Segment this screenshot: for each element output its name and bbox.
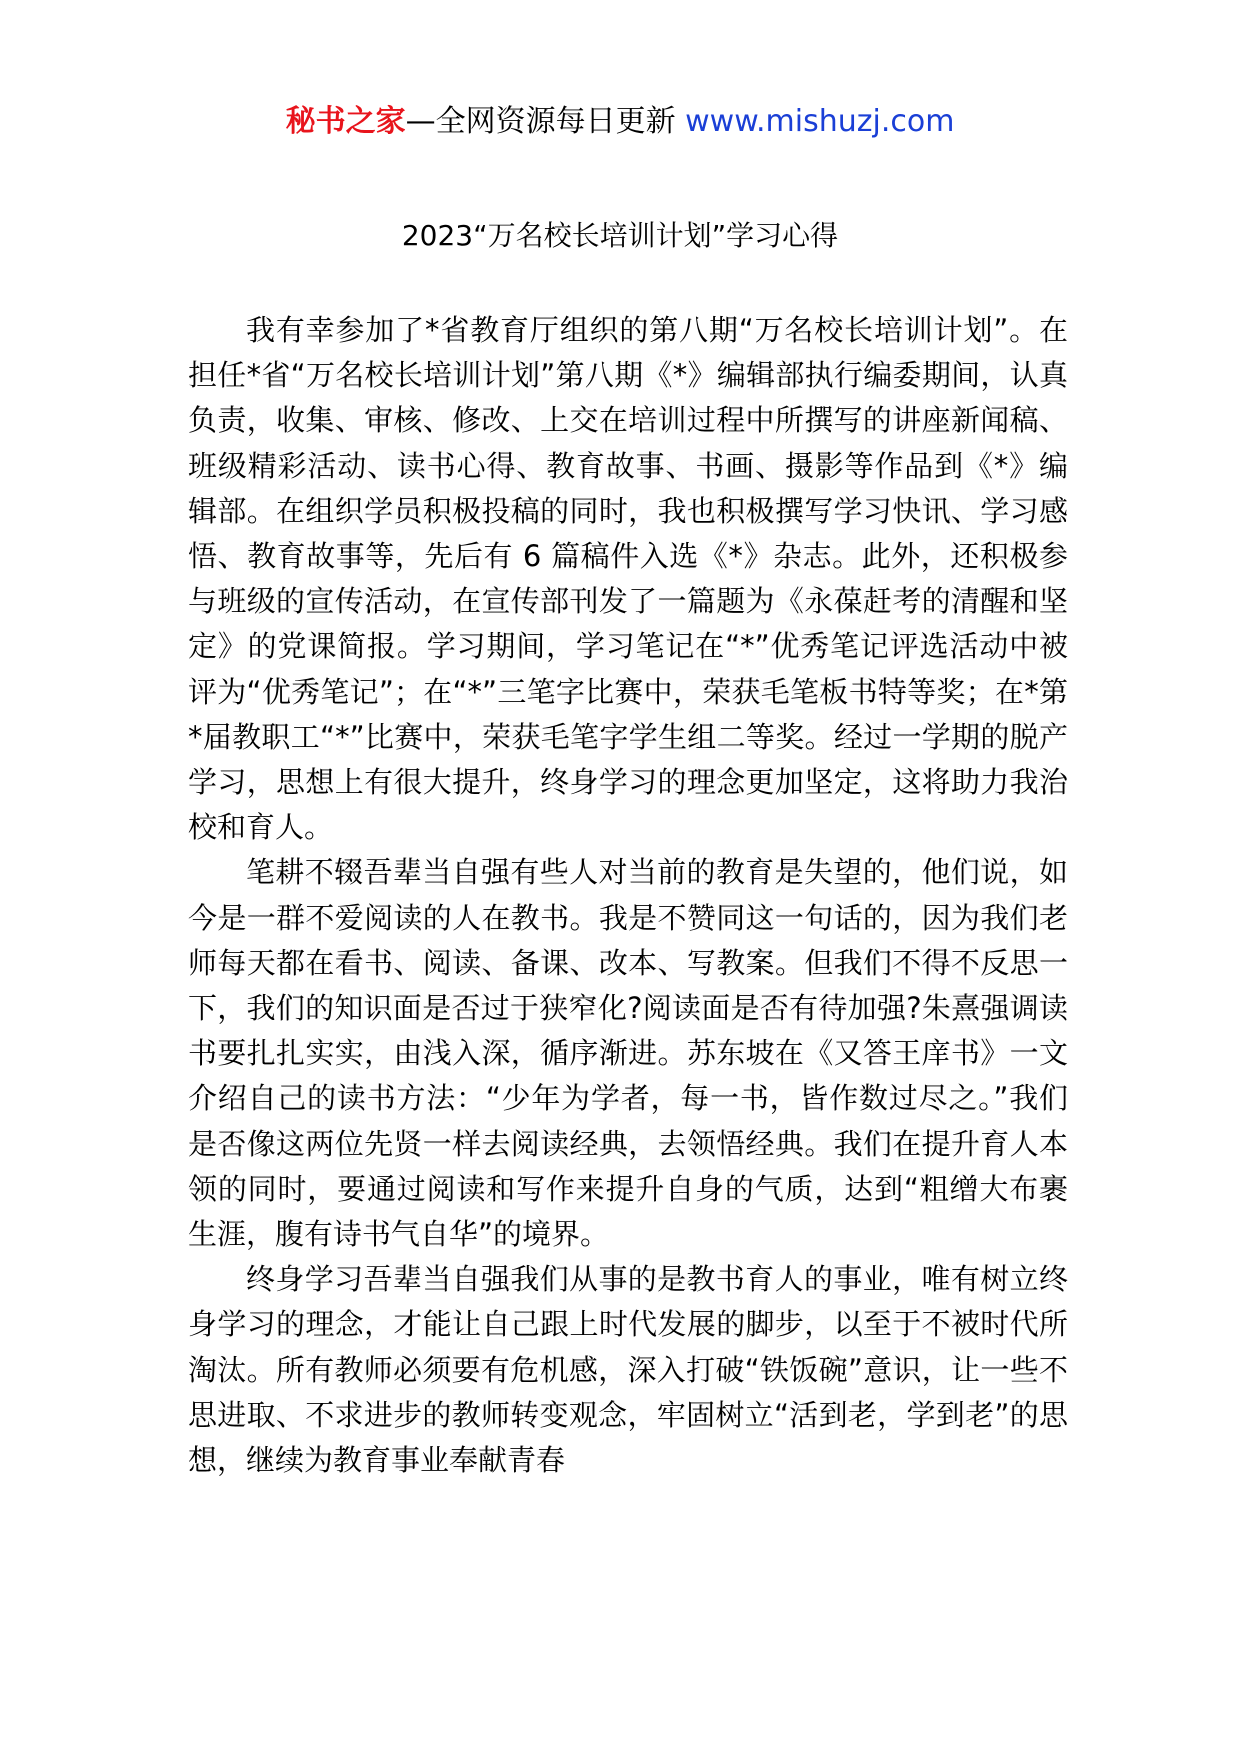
- paragraph-3: 终身学习吾辈当自强我们从事的是教书育人的事业，唯有树立终身学习的理念，才能让自己跟上时代发展的脚步，以至于不被时代所淘汰。所有教师必须要有危机感，深入打破“铁饭碗”意识，让一些不思进取、不求进步的教师转变观念，牢固树立“活到老，学到老”的思想，继续为教育事业奉献青春: [188, 1262, 1068, 1478]
- site-brand: 秘书之家: [285, 104, 406, 139]
- site-url-link[interactable]: www.mishuzj.com: [685, 104, 955, 139]
- site-header: [0, 100, 1240, 144]
- document-title: 2023“万名校长培训计划”学习心得: [401, 219, 839, 252]
- paragraph-2: 笔耕不辍吾辈当自强有些人对当前的教育是失望的，他们说，如今是一群不爱阅读的人在教书。我是不赞同这一句话的，因为我们老师每天都在看书、阅读、备课、改本、写教案。但我们不得不反思一下，我们的知识面是否过于狭窄化?阅读面是否有待加强?朱熹强调读书要扎扎实实，由浅入深，循序渐进。苏东坡在《又答王庠书》一文介绍自己的读书方法：“少年为学者，每一书，皆作数过尽之。”我们是否像这两位先贤一样去阅读经典，去领悟经典。我们在提升育人本领的同时，要通过阅读和写作来提升自身的气质，达到“粗缯大布裹生涯，腹有诗书气自华”的境界。: [188, 855, 1068, 1252]
- paragraph-1: 我有幸参加了*省教育厅组织的第八期“万名校长培训计划”。在担任*省“万名校长培训计划”第八期《*》编辑部执行编委期间，认真负责，收集、审核、修改、上交在培训过程中所撰写的讲座新闻稿、班级精彩活动、读书心得、教育故事、书画、摄影等作品到《*》编辑部。在组织学员积极投稿的同时，我也积极撰写学习快讯、学习感悟、教育故事等，先后有 6 篇稿件入选《*》杂志。此外，还积极参与班级的宣传活动，在宣传部刊发了一篇题为《永葆赶考的清醒和坚定》的党课简报。学习期间，学习笔记在“*”优秀笔记评选活动中被评为“优秀笔记”；在“*”三笔字比赛中，荣获毛笔板书特等奖；在*第*届教职工“*”比赛中，荣获毛笔字学生组二等奖。经过一学期的脱产学习，思想上有很大提升，终身学习的理念更加坚定，这将助力我治校和育人。: [188, 313, 1068, 845]
- site-tagline: —全网资源每日更新: [405, 104, 686, 139]
- document-body: [188, 308, 1068, 1483]
